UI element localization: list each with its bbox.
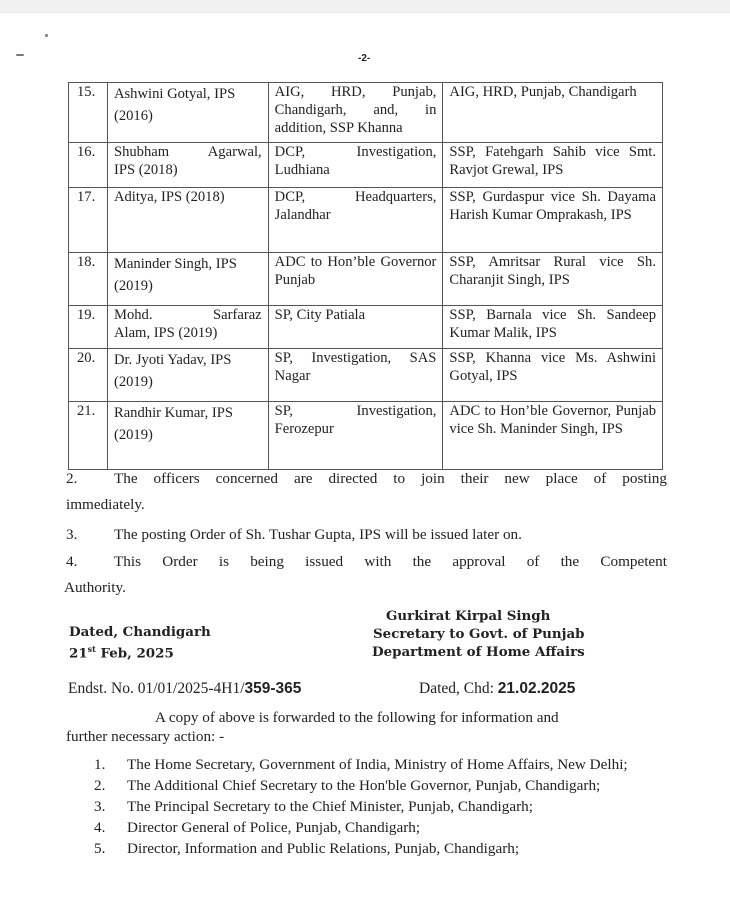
scan-artifact: [45, 34, 48, 37]
paragraph-2-continued: immediately.: [66, 496, 145, 513]
recipient-number: 4.: [94, 819, 106, 836]
paragraph-4: [66, 553, 667, 571]
new-posting: SSP, Amritsar Rural vice Sh. Charanjit Singh, IPS: [443, 253, 663, 306]
current-posting: DCP, Investigation, Ludhiana: [268, 143, 443, 188]
recipient-number: 3.: [94, 798, 106, 815]
officer-name: [107, 188, 268, 253]
recipient-text: The Principal Secretary to the Chief Minister, Punjab, Chandigarh;: [127, 798, 533, 815]
paragraph-number: 4.: [66, 553, 78, 570]
table-row: [69, 402, 663, 470]
paragraph-number: 3.: [66, 526, 78, 543]
serial-number: 16.: [69, 143, 108, 188]
officer-name: [107, 306, 268, 349]
officer-name: [107, 253, 268, 306]
new-posting: SSP, Khanna vice Ms. Ashwini Gotyal, IPS: [443, 349, 663, 402]
endorsement-date-prefix: Dated, Chd:: [419, 680, 498, 697]
date-suffix: st: [87, 644, 96, 654]
table-row: [69, 83, 663, 143]
date-day: 21: [69, 645, 88, 662]
current-posting: ADC to Hon’ble Governor Punjab: [268, 253, 443, 306]
table-row: [69, 188, 663, 253]
current-posting: DCP, Headquarters, Jalandhar: [268, 188, 443, 253]
current-posting: SP, Investigation, Ferozepur: [268, 402, 443, 470]
recipient-text: The Home Secretary, Government of India, Ministry of Home Affairs, New Delhi;: [127, 756, 628, 773]
forward-intro: A copy of above is forwarded to the following for information and: [155, 709, 559, 726]
recipient-number: 2.: [94, 777, 106, 794]
endorsement-date: [419, 680, 575, 698]
officer-name-line: Dr. Jyoti Yadav, IPS: [113, 352, 232, 368]
place-label: Dated, Chandigarh: [69, 624, 211, 640]
scan-artifact: [16, 54, 24, 56]
current-posting: AIG, HRD, Punjab, Chandigarh, and, in addition, SSP Khanna: [268, 83, 443, 143]
new-posting: SSP, Fatehgarh Sahib vice Smt. Ravjot Grewal, IPS: [443, 143, 663, 188]
officer-batch: (2019): [113, 374, 153, 390]
recipient-text: Director General of Police, Punjab, Chandigarh;: [127, 819, 421, 836]
signature-date: [69, 641, 174, 662]
recipient-item: [94, 756, 664, 773]
new-posting: SSP, Barnala vice Sh. Sandeep Kumar Malik, IPS: [443, 306, 663, 349]
table-row: [69, 143, 663, 188]
paragraph-text: The officers concerned are directed to join their new place of posting: [114, 470, 667, 487]
date-rest: Feb, 2025: [95, 645, 174, 662]
recipient-text: Director, Information and Public Relations, Punjab, Chandigarh;: [127, 840, 520, 857]
paragraph-4-continued: Authority.: [64, 579, 126, 596]
endorsement-date-value: 21.02.2025: [497, 680, 576, 697]
officer-name: [107, 143, 268, 188]
officer-name-line: Maninder Singh, IPS: [113, 256, 237, 272]
officer-batch: (2016): [113, 108, 153, 124]
paragraph-3: [66, 526, 522, 544]
serial-number: 17.: [69, 188, 108, 253]
recipient-item: [94, 819, 664, 836]
officer-name-line: Ashwini Gotyal, IPS: [113, 86, 236, 102]
recipient-item: [94, 798, 664, 815]
recipient-text: The Additional Chief Secretary to the Hon'ble Governor, Punjab, Chandigarh;: [127, 777, 601, 794]
postings-table: [68, 82, 663, 470]
officer-name: [107, 349, 268, 402]
page-number: -2-: [358, 53, 371, 64]
serial-number: 18.: [69, 253, 108, 306]
recipient-number: 1.: [94, 756, 106, 773]
serial-number: 19.: [69, 306, 108, 349]
officer-name-line: Aditya, IPS (2018): [113, 189, 225, 205]
new-posting: SSP, Gurdaspur vice Sh. Dayama Harish Kumar Omprakash, IPS: [443, 188, 663, 253]
signatory-department: Department of Home Affairs: [372, 644, 585, 660]
table-row: [69, 306, 663, 349]
endorsement-number: [68, 680, 301, 698]
recipient-number: 5.: [94, 840, 106, 857]
officer-name-line: Shubham Agarwal,: [113, 144, 262, 160]
serial-number: 15.: [69, 83, 108, 143]
current-posting: SP, City Patiala: [268, 306, 443, 349]
recipient-item: [94, 840, 664, 857]
paragraph-number: 2.: [66, 470, 78, 487]
serial-number: 20.: [69, 349, 108, 402]
paragraph-text: This Order is being issued with the approval of the Competent: [114, 553, 667, 570]
paragraph-2: [66, 470, 667, 488]
table-row: [69, 253, 663, 306]
endorsement-range: 359-365: [244, 680, 302, 697]
officer-name-line: Mohd. Sarfaraz: [113, 307, 262, 323]
current-posting: SP, Investigation, SAS Nagar: [268, 349, 443, 402]
forward-intro-continued: further necessary action: -: [66, 728, 225, 745]
viewer-top-bar: [0, 0, 730, 13]
endorsement-prefix: Endst. No. 01/01/2025-4H1/: [68, 680, 245, 697]
officer-batch: IPS (2018): [113, 162, 178, 178]
new-posting: AIG, HRD, Punjab, Chandigarh: [443, 83, 663, 143]
officer-batch: Alam, IPS (2019): [113, 325, 218, 341]
recipient-item: [94, 777, 664, 794]
new-posting: ADC to Hon’ble Governor, Punjab vice Sh. Maninder Singh, IPS: [443, 402, 663, 470]
serial-number: 21.: [69, 402, 108, 470]
officer-name-line: Randhir Kumar, IPS: [113, 405, 233, 421]
recipient-list: [94, 756, 664, 861]
signatory-name: Gurkirat Kirpal Singh: [386, 608, 551, 624]
officer-name: [107, 83, 268, 143]
officer-name: [107, 402, 268, 470]
paragraph-text: The posting Order of Sh. Tushar Gupta, IPS will be issued later on.: [114, 526, 522, 543]
officer-batch: (2019): [113, 278, 153, 294]
signatory-designation: Secretary to Govt. of Punjab: [373, 626, 585, 642]
officer-batch: (2019): [113, 427, 153, 443]
table-row: [69, 349, 663, 402]
